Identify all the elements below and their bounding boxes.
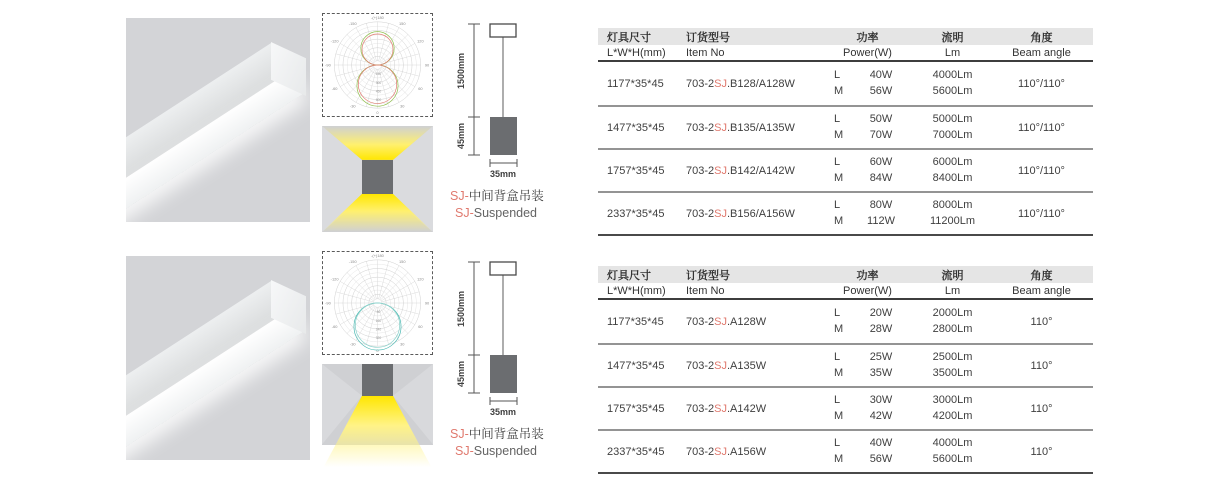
light-distribution-down — [322, 364, 433, 470]
power-mode-m: M — [834, 85, 844, 97]
item-no-cell — [686, 316, 820, 328]
beam-angle-cell: 110°/110° — [1018, 77, 1065, 90]
col-lumen-zh: 流明 — [941, 31, 964, 44]
table-body — [598, 300, 1093, 474]
lumen-m: 3500Lm — [932, 367, 973, 379]
beam-angle-cell: 110° — [1030, 359, 1053, 372]
power-cell — [820, 437, 915, 466]
ceiling-canopy — [490, 24, 516, 37]
power-mode-l: L — [834, 156, 841, 168]
lumen-m: 5600Lm — [932, 85, 973, 97]
fixture-height-label: 45mm — [456, 122, 466, 150]
col-item-en: Item No — [686, 46, 725, 59]
fixture-body — [490, 355, 517, 393]
power-watt-l: 25W — [869, 351, 893, 363]
svg-text:60: 60 — [418, 86, 423, 92]
fixture-height-label: 45mm — [456, 360, 466, 388]
item-prefix: 703-2 — [686, 207, 715, 220]
item-prefix: 703-2 — [686, 121, 715, 134]
power-mode-m: M — [834, 215, 844, 227]
power-cell — [820, 394, 915, 423]
svg-text:0: 0 — [376, 109, 379, 115]
photometric-diagram — [322, 13, 433, 117]
mount-label-en — [450, 205, 590, 222]
col-item-en: Item No — [686, 284, 725, 297]
col-power-zh: 功率 — [856, 269, 879, 282]
lumen-l: 4000Lm — [932, 69, 973, 81]
power-mode-l: L — [834, 437, 841, 449]
table-header-zh — [598, 266, 1093, 283]
power-cell — [820, 69, 915, 98]
svg-text:120: 120 — [417, 276, 424, 282]
svg-text:-120: -120 — [330, 38, 339, 44]
svg-text:600: 600 — [375, 98, 382, 103]
power-mode-l: L — [834, 394, 841, 406]
lumen-m: 7000Lm — [932, 129, 973, 141]
svg-text:60: 60 — [418, 324, 423, 330]
product-photo — [126, 256, 310, 460]
size-cell: 1477*35*45 — [607, 121, 665, 134]
beam-angle-cell: 110° — [1030, 445, 1053, 458]
lumen-cell — [915, 351, 990, 380]
power-cell — [820, 351, 915, 380]
svg-text:90: 90 — [424, 300, 430, 306]
ceiling-canopy — [490, 262, 516, 275]
item-suffix: .A142W — [726, 402, 767, 415]
beam-angle-cell: 110°/110° — [1018, 207, 1065, 220]
item-no-cell — [686, 165, 820, 177]
fixture-width-label: 35mm — [489, 407, 517, 417]
svg-text:300: 300 — [375, 80, 382, 85]
power-mode-l: L — [834, 113, 841, 125]
fixture-silhouette — [362, 364, 393, 396]
svg-text:240: 240 — [375, 327, 382, 332]
fixture-width-label: 35mm — [489, 169, 517, 179]
lumen-cell — [915, 394, 990, 423]
sj-prefix: SJ- — [455, 206, 474, 220]
lumen-l: 4000Lm — [932, 437, 973, 449]
item-sj-code: SJ — [714, 445, 727, 458]
power-watt-l: 40W — [869, 437, 893, 449]
power-mode-l: L — [834, 351, 841, 363]
light-distribution-updown — [322, 126, 433, 232]
suspension-dimension-drawing — [450, 258, 554, 422]
table-header-en — [598, 45, 1093, 62]
col-size-en: L*W*H(mm) — [607, 284, 666, 297]
lumen-m: 11200Lm — [929, 215, 976, 227]
item-suffix: .B156/A156W — [726, 207, 795, 220]
mount-label-zh — [450, 426, 590, 443]
svg-text:320: 320 — [375, 336, 382, 341]
photometric-diagram — [322, 251, 433, 355]
power-watt-l: 60W — [869, 156, 893, 168]
item-suffix: .A128W — [726, 315, 767, 328]
table-header-zh — [598, 28, 1093, 45]
col-size-zh: 灯具尺寸 — [607, 269, 651, 282]
lumen-cell — [915, 199, 990, 228]
lumen-m: 4200Lm — [932, 410, 973, 422]
power-watt-m: 42W — [869, 410, 893, 422]
svg-text:90: 90 — [424, 62, 430, 68]
power-mode-l: L — [834, 199, 841, 211]
size-cell: 1477*35*45 — [607, 359, 665, 372]
item-no-cell — [686, 360, 820, 372]
item-no-cell — [686, 446, 820, 458]
power-cell — [820, 199, 915, 228]
item-sj-code: SJ — [714, 121, 727, 134]
svg-text:80: 80 — [376, 310, 381, 315]
lumen-cell — [915, 113, 990, 142]
power-watt-l: 30W — [869, 394, 893, 406]
spec-row — [598, 386, 1093, 429]
col-item-zh: 订货型号 — [686, 269, 730, 282]
svg-text:-120: -120 — [330, 276, 339, 282]
item-no-cell — [686, 208, 820, 220]
lumen-cell — [915, 156, 990, 185]
beam-angle-cell: 110°/110° — [1018, 121, 1065, 134]
power-watt-l: 20W — [869, 307, 893, 319]
power-mode-m: M — [834, 453, 844, 465]
power-watt-m: 84W — [869, 172, 893, 184]
sj-prefix: SJ- — [455, 444, 474, 458]
size-cell: 1177*35*45 — [607, 315, 664, 328]
power-watt-m: 56W — [869, 453, 893, 465]
spec-table-down — [598, 266, 1093, 474]
svg-text:30: 30 — [400, 341, 405, 347]
power-watt-m: 28W — [869, 323, 893, 335]
power-cell — [820, 307, 915, 336]
power-mode-m: M — [834, 410, 844, 422]
power-mode-l: L — [834, 69, 841, 81]
item-prefix: 703-2 — [686, 77, 715, 90]
svg-text:-90: -90 — [325, 300, 331, 306]
item-suffix: .B135/A135W — [726, 121, 795, 134]
item-suffix: .A135W — [726, 359, 767, 372]
power-watt-l: 80W — [869, 199, 893, 211]
power-mode-m: M — [834, 323, 844, 335]
power-mode-m: M — [834, 172, 844, 184]
sj-prefix: SJ- — [450, 189, 469, 203]
svg-text:150: 150 — [398, 259, 406, 265]
lumen-cell — [915, 437, 990, 466]
section-updown — [0, 10, 1216, 244]
size-cell: 2337*35*45 — [607, 445, 665, 458]
svg-text:-(+)180: -(+)180 — [371, 252, 384, 258]
mount-type-label — [450, 188, 590, 222]
size-cell: 1177*35*45 — [607, 77, 664, 90]
power-watt-l: 50W — [869, 113, 893, 125]
col-lumen-en: Lm — [944, 46, 961, 59]
svg-text:30: 30 — [400, 103, 405, 109]
power-watt-l: 40W — [869, 69, 893, 81]
svg-text:-150: -150 — [348, 21, 357, 27]
item-no-cell — [686, 403, 820, 415]
col-power-en: Power(W) — [843, 46, 892, 59]
beam-angle-cell: 110° — [1030, 402, 1053, 415]
item-prefix: 703-2 — [686, 445, 715, 458]
svg-text:-30: -30 — [349, 103, 356, 109]
item-prefix: 703-2 — [686, 164, 715, 177]
spec-row — [598, 300, 1093, 343]
lumen-cell — [915, 69, 990, 98]
suspension-dimension-drawing — [450, 20, 554, 184]
mount-label-zh — [450, 188, 590, 205]
item-prefix: 703-2 — [686, 359, 715, 372]
lumen-cell — [915, 307, 990, 336]
col-power-zh: 功率 — [856, 31, 879, 44]
item-sj-code: SJ — [714, 402, 727, 415]
spec-row — [598, 62, 1093, 105]
sj-prefix: SJ- — [450, 427, 469, 441]
power-watt-m: 35W — [869, 367, 893, 379]
polar-plot-svg — [323, 14, 432, 116]
lumen-m: 8400Lm — [932, 172, 973, 184]
col-angle-zh: 角度 — [1030, 31, 1053, 44]
lumen-l: 3000Lm — [932, 394, 973, 406]
lumen-l: 6000Lm — [932, 156, 973, 168]
col-angle-en: Beam angle — [1012, 46, 1071, 59]
svg-text:0: 0 — [376, 347, 379, 353]
table-header-en — [598, 283, 1093, 300]
item-suffix: .B128/A128W — [726, 77, 795, 90]
lumen-m: 2800Lm — [932, 323, 973, 335]
svg-text:120: 120 — [417, 38, 424, 44]
item-sj-code: SJ — [714, 359, 727, 372]
svg-text:-60: -60 — [331, 324, 338, 330]
svg-text:150: 150 — [398, 21, 406, 27]
lumen-l: 5000Lm — [932, 113, 973, 125]
svg-text:-90: -90 — [325, 62, 331, 68]
item-sj-code: SJ — [714, 164, 727, 177]
beam-angle-cell: 110° — [1030, 315, 1053, 328]
table-body — [598, 62, 1093, 236]
size-cell: 2337*35*45 — [607, 207, 665, 220]
power-watt-m: 112W — [867, 215, 895, 227]
mount-label-en — [450, 443, 590, 460]
size-cell: 1757*35*45 — [607, 164, 665, 177]
lumen-l: 8000Lm — [932, 199, 973, 211]
lumen-l: 2000Lm — [932, 307, 973, 319]
power-cell — [820, 113, 915, 142]
spec-table-updown — [598, 28, 1093, 236]
mount-en-text: Suspended — [473, 444, 538, 458]
item-suffix: .B142/A142W — [726, 164, 795, 177]
fixture-body — [490, 117, 517, 155]
beam-angle-cell: 110°/110° — [1018, 164, 1065, 177]
product-photo — [126, 18, 310, 222]
mount-zh-text: 中间背盒吊装 — [468, 427, 544, 441]
svg-text:450: 450 — [375, 89, 382, 94]
col-size-zh: 灯具尺寸 — [607, 31, 651, 44]
power-mode-m: M — [834, 367, 844, 379]
mount-en-text: Suspended — [473, 206, 538, 220]
power-mode-m: M — [834, 129, 844, 141]
drop-length-label: 1500mm — [456, 52, 466, 90]
polar-plot-svg — [323, 252, 432, 354]
section-down — [0, 248, 1216, 482]
spec-row — [598, 148, 1093, 191]
item-prefix: 703-2 — [686, 402, 715, 415]
svg-text:150: 150 — [375, 72, 382, 77]
item-no-cell — [686, 122, 820, 134]
size-cell: 1757*35*45 — [607, 402, 665, 415]
col-item-zh: 订货型号 — [686, 31, 730, 44]
item-no-cell — [686, 78, 820, 90]
item-sj-code: SJ — [714, 207, 727, 220]
col-angle-zh: 角度 — [1030, 269, 1053, 282]
power-watt-m: 70W — [869, 129, 893, 141]
power-mode-l: L — [834, 307, 841, 319]
power-watt-m: 56W — [869, 85, 893, 97]
item-prefix: 703-2 — [686, 315, 715, 328]
item-suffix: .A156W — [726, 445, 767, 458]
svg-text:-30: -30 — [349, 341, 356, 347]
item-sj-code: SJ — [714, 315, 727, 328]
spec-row — [598, 343, 1093, 386]
svg-text:-60: -60 — [331, 86, 338, 92]
col-angle-en: Beam angle — [1012, 284, 1071, 297]
fixture-silhouette — [362, 160, 393, 194]
svg-text:-150: -150 — [348, 259, 357, 265]
mount-type-label — [450, 426, 590, 460]
col-size-en: L*W*H(mm) — [607, 46, 666, 59]
col-power-en: Power(W) — [843, 284, 892, 297]
col-lumen-en: Lm — [944, 284, 961, 297]
spec-row — [598, 429, 1093, 472]
drop-length-label: 1500mm — [456, 290, 466, 328]
spec-row — [598, 105, 1093, 148]
spec-row — [598, 191, 1093, 234]
lumen-m: 5600Lm — [932, 453, 973, 465]
power-cell — [820, 156, 915, 185]
item-sj-code: SJ — [714, 77, 727, 90]
mount-zh-text: 中间背盒吊装 — [468, 189, 544, 203]
svg-text:160: 160 — [375, 318, 382, 323]
lumen-l: 2500Lm — [932, 351, 973, 363]
svg-text:-(+)180: -(+)180 — [371, 14, 384, 20]
col-lumen-zh: 流明 — [941, 269, 964, 282]
